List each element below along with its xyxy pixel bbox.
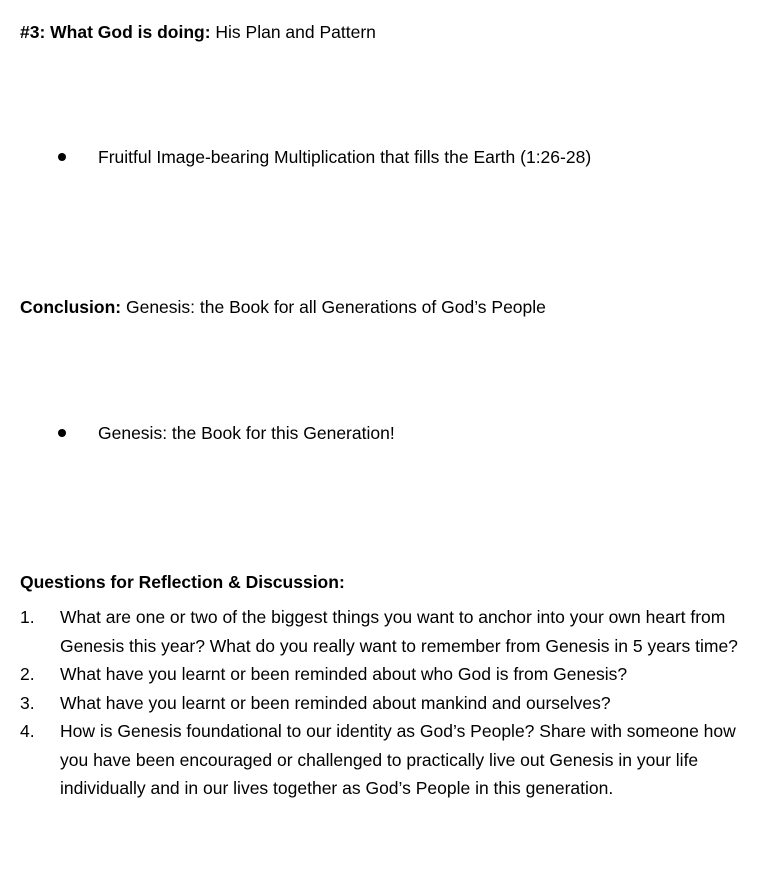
question-number: 3. xyxy=(20,692,35,713)
conclusion-heading-rest: Genesis: the Book for all Generations of God’s People xyxy=(121,297,546,317)
question-text: What are one or two of the biggest things you want to anchor into your own heart from Genesis this year? What do you really want to remember from Genesis in 5 years time? xyxy=(60,607,738,656)
question-text: What have you learnt or been reminded about who God is from Genesis? xyxy=(60,664,628,684)
conclusion-heading xyxy=(20,296,546,318)
section3-heading-rest: His Plan and Pattern xyxy=(210,22,376,42)
question-number: 1. xyxy=(20,607,35,627)
question-text: What have you learnt or been reminded about mankind and ourselves? xyxy=(60,692,611,713)
question-text: How is Genesis foundational to our identity as God’s People? Share with someone how you have been encouraged or challenged to practically live out Genesis in your life individually and in our lives together as God’s People in this generation. xyxy=(60,721,736,798)
questions-list xyxy=(20,603,740,803)
conclusion-heading-bold: Conclusion: xyxy=(20,297,122,317)
question-number: 2. xyxy=(20,664,35,684)
bullet-dot-icon xyxy=(58,429,66,437)
question-item xyxy=(20,689,740,718)
question-item xyxy=(20,660,740,689)
questions-heading: Questions for Reflection & Discussion: xyxy=(20,572,345,592)
section3-heading-bold: #3: What God is doing: xyxy=(20,22,211,42)
section3-bullet-text: Fruitful Image-bearing Multiplication that fills the Earth (1:26-28) xyxy=(98,147,592,167)
question-number: 4. xyxy=(20,721,35,741)
question-item xyxy=(20,603,740,660)
section3-heading xyxy=(20,21,376,43)
bullet-dot-icon xyxy=(58,153,66,161)
conclusion-bullet-text: Genesis: the Book for this Generation! xyxy=(98,423,395,443)
question-item xyxy=(20,717,740,803)
